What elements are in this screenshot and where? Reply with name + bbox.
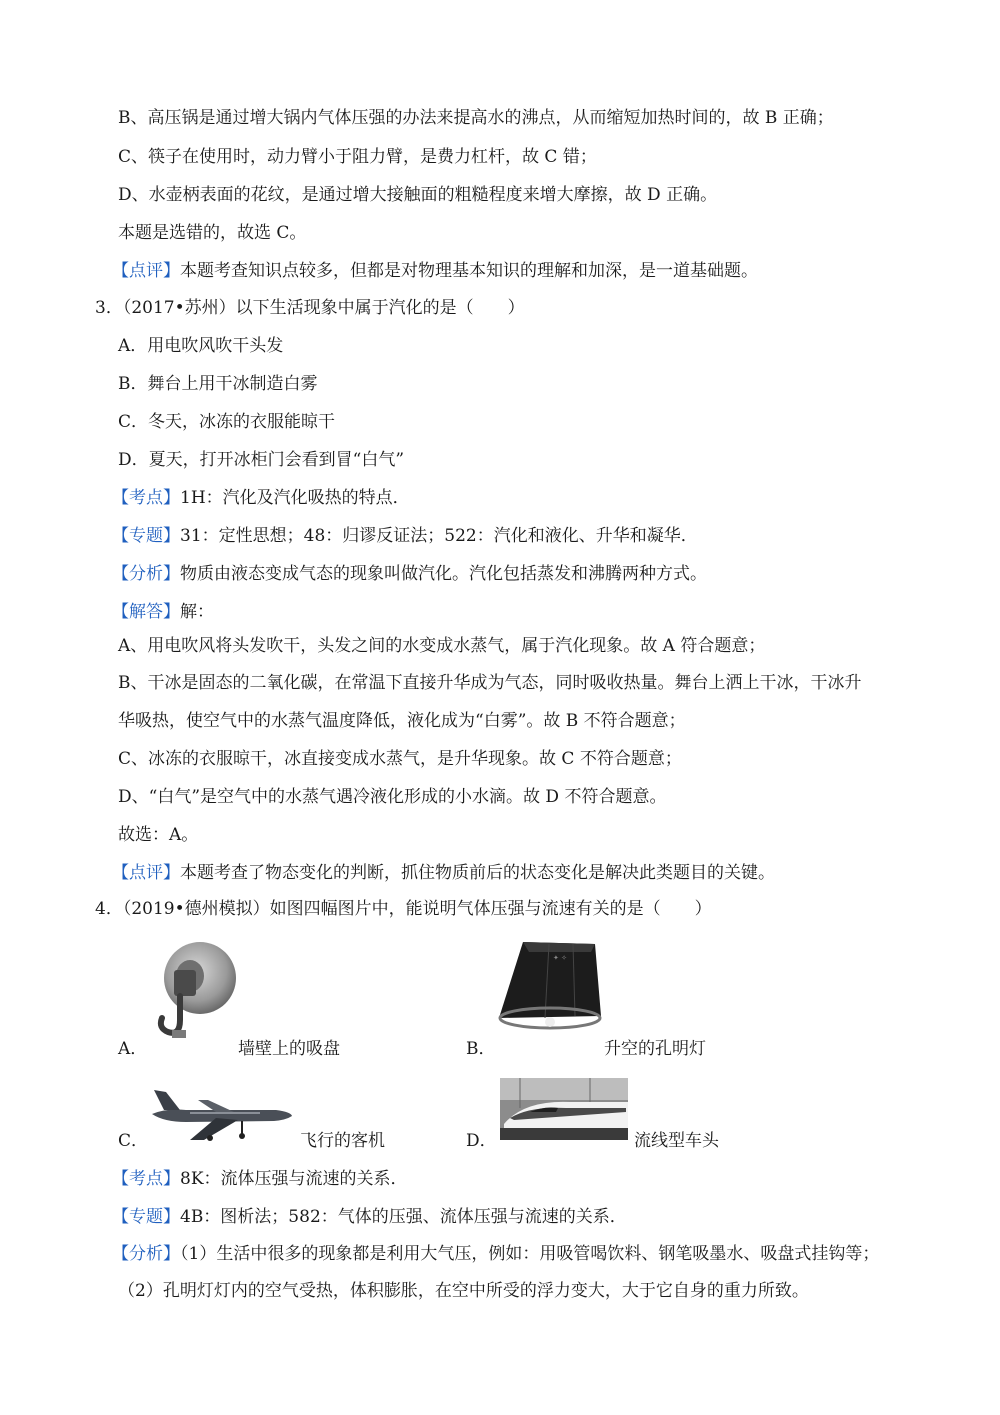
q4-kaodian-row [112, 1167, 408, 1191]
bullet-train-image [500, 1078, 628, 1140]
sky-lantern-image [495, 938, 605, 1032]
q4-option-a-letter: A． [118, 1039, 148, 1059]
answer-line-d: D、水壶柄表面的花纹，是通过增大接触面的粗糙程度来增大摩擦，故 D 正确。 [118, 185, 718, 205]
q3-jieda-text: 解： [180, 602, 214, 622]
q4-option-a-caption: 墙壁上的吸盘 [238, 1039, 340, 1059]
q4-fenxi-text: （1）生活中很多的现象都是利用大气压，例如：用吸管喝饮料、钢笔吸墨水、吸盘式挂钩等； [180, 1244, 880, 1264]
q3-jieda-tag: 【解答】 [112, 602, 180, 622]
q3-kaodian-text: 1H：汽化及汽化吸热的特点． [180, 488, 410, 508]
q4-zhuanti-row [112, 1205, 627, 1229]
q4-option-d-letter: D． [466, 1131, 497, 1151]
q4-option-b-caption: 升空的孔明灯 [604, 1039, 706, 1059]
q3-review-tag: 【点评】 [112, 863, 180, 883]
q3-answer-line: D、“白气”是空气中的水蒸气遇冷液化形成的小水滴。故 D 不符合题意。 [118, 787, 667, 807]
q4-option-c-letter: C． [118, 1131, 149, 1151]
q4-fenxi-line2: （2）孔明灯灯内的空气受热，体积膨胀，在空中所受的浮力变大，大于它自身的重力所致。 [118, 1281, 809, 1301]
q3-fenxi-tag: 【分析】 [112, 564, 180, 584]
q3-kaodian-tag: 【考点】 [112, 488, 180, 508]
q3-fenxi-row [112, 562, 707, 586]
q3-option-b: B．舞台上用干冰制造白雾 [118, 374, 318, 394]
q3-zhuanti-row [112, 524, 698, 548]
q4-fenxi-row [112, 1242, 879, 1266]
q3-zhuanti-tag: 【专题】 [112, 526, 180, 546]
q3-answer-line: B、干冰是固态的二氧化碳，在常温下直接升华成为气态，同时吸收热量。舞台上洒上干冰，干冰升 [118, 673, 862, 693]
suction-cup-hook-image [150, 940, 240, 1044]
q4-kaodian-tag: 【考点】 [112, 1169, 180, 1189]
answer-conclusion: 本题是选错的，故选 C。 [118, 223, 307, 243]
review-row [112, 259, 758, 283]
review-text: 本题考查知识点较多，但都是对物理基本知识的理解和加深，是一道基础题。 [180, 261, 758, 281]
q3-review-text: 本题考查了物态变化的判断，抓住物质前后的状态变化是解决此类题目的关键。 [180, 863, 775, 883]
svg-text:✦ ✧: ✦ ✧ [553, 954, 567, 962]
review-tag: 【点评】 [112, 261, 180, 281]
q4-option-c-caption: 飞行的客机 [300, 1131, 385, 1151]
q3-kaodian-row [112, 486, 410, 510]
q3-answer-line: A、用电吹风将头发吹干，头发之间的水变成水蒸气，属于汽化现象。故 A 符合题意； [118, 636, 766, 656]
q3-zhuanti-text: 31：定性思想；48：归谬反证法；522：汽化和液化、升华和凝华． [180, 526, 698, 546]
q3-review-row [112, 861, 775, 885]
q3-answer-line: C、冰冻的衣服晾干，冰直接变成水蒸气，是升华现象。故 C 不符合题意； [118, 749, 682, 769]
airliner-image [146, 1084, 296, 1144]
answer-line-b: B、高压锅是通过增大锅内气体压强的办法来提高水的沸点，从而缩短加热时间的，故 B 正确； [118, 108, 834, 128]
q4-zhuanti-text: 4B：图析法；582：气体的压强、流体压强与流速的关系． [180, 1207, 627, 1227]
q4-option-b-letter: B． [466, 1039, 496, 1059]
q3-jieda-row [112, 600, 214, 624]
q4-option-d-caption: 流线型车头 [634, 1131, 719, 1151]
q4-fenxi-tag: 【分析】 [112, 1244, 180, 1264]
q3-option-c: C．冬天，冰冻的衣服能晾干 [118, 412, 336, 432]
q3-answer-line: 华吸热，使空气中的水蒸气温度降低，液化成为“白雾”。故 B 不符合题意； [118, 711, 686, 731]
q3-fenxi-text: 物质由液态变成气态的现象叫做汽化。汽化包括蒸发和沸腾两种方式。 [180, 564, 707, 584]
q4-zhuanti-tag: 【专题】 [112, 1207, 180, 1227]
q3-stem: 3．（2017•苏州）以下生活现象中属于汽化的是（ ） [95, 298, 525, 318]
q4-kaodian-text: 8K：流体压强与流速的关系． [180, 1169, 408, 1189]
q4-stem: 4．（2019•德州模拟）如图四幅图片中，能说明气体压强与流速有关的是（ ） [95, 899, 712, 919]
q3-option-a: A．用电吹风吹干头发 [118, 336, 284, 356]
q3-option-d: D．夏天，打开冰柜门会看到冒“白气” [118, 450, 405, 470]
q3-answer-final: 故选：A。 [118, 825, 199, 845]
answer-line-c: C、筷子在使用时，动力臂小于阻力臂，是费力杠杆，故 C 错； [118, 147, 597, 167]
